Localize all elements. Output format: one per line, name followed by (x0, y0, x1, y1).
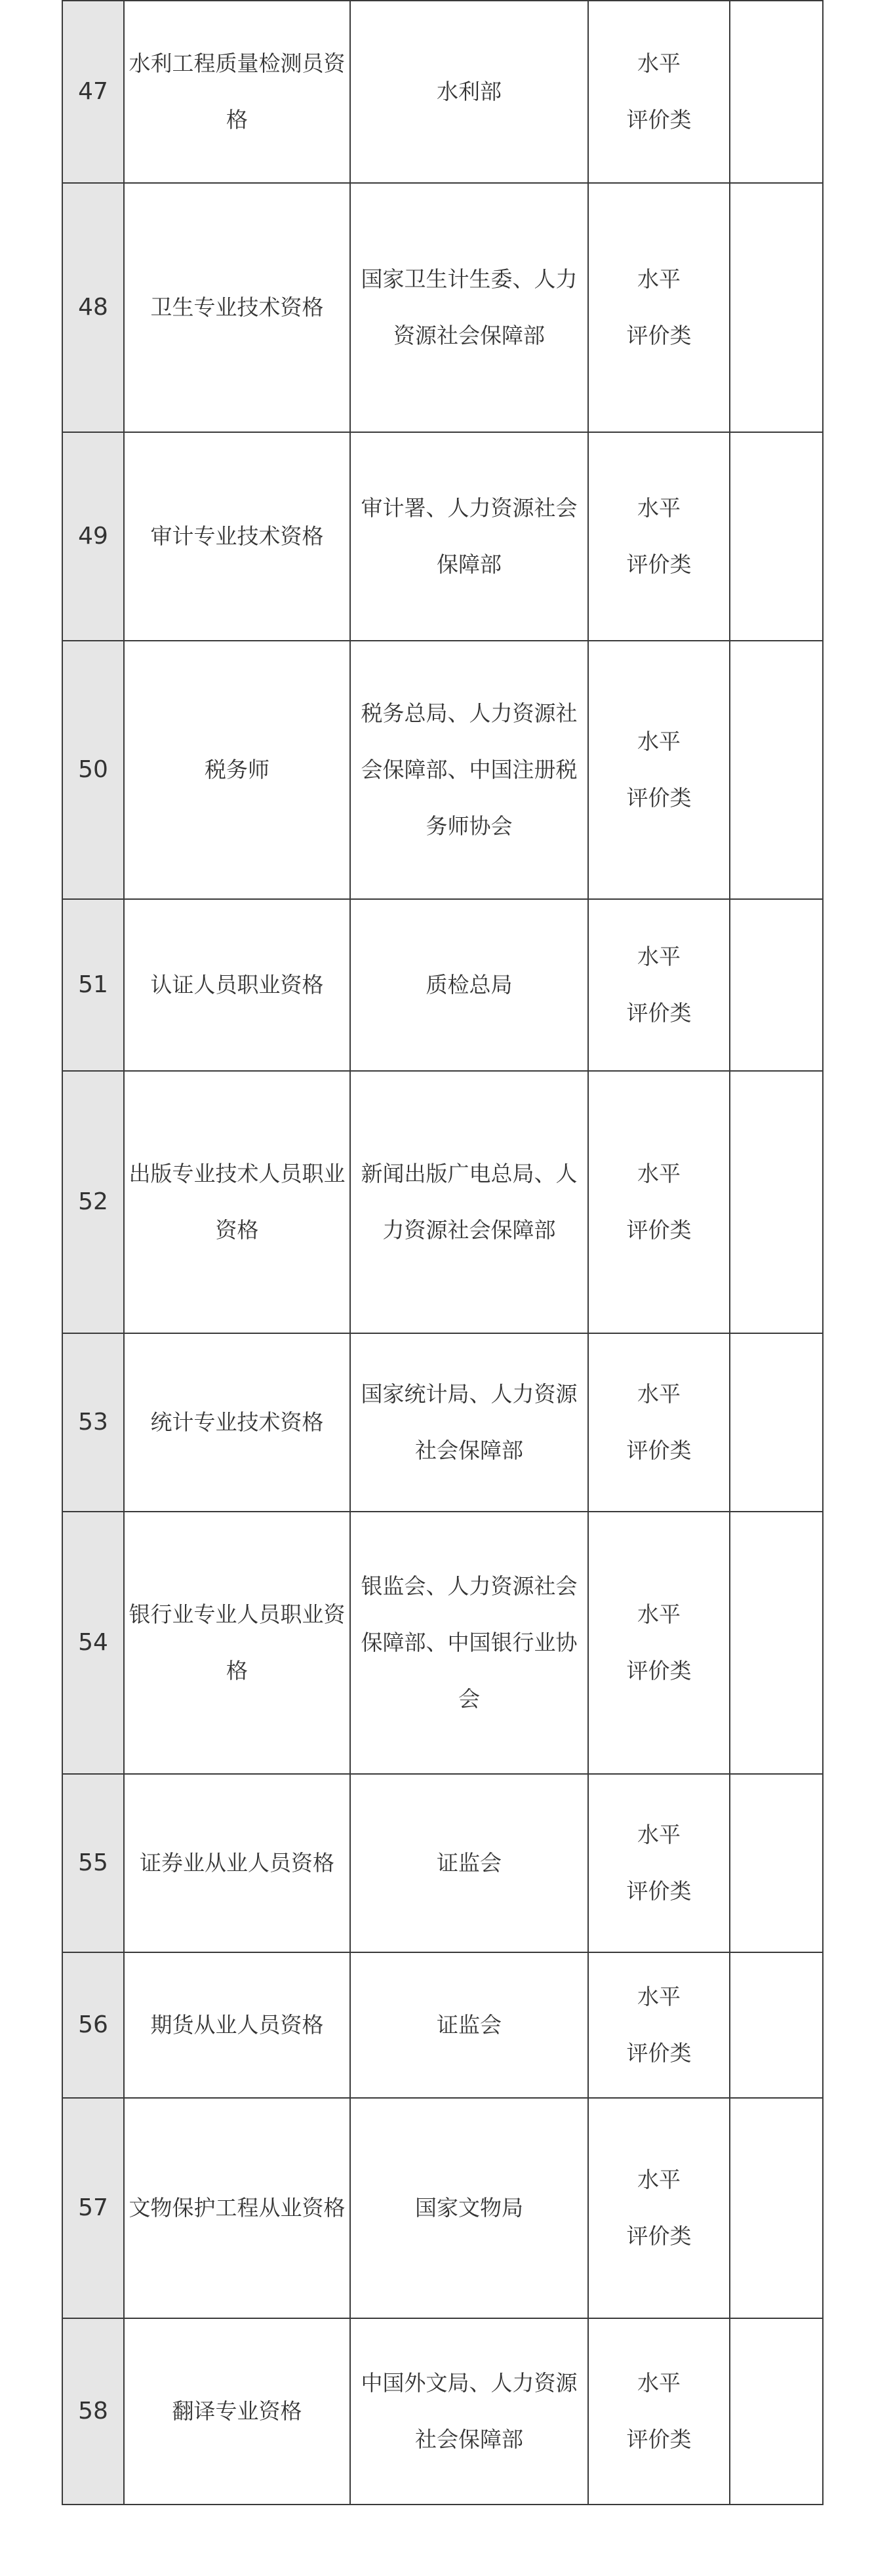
table-row (62, 432, 823, 641)
qualification-name: 翻译专业资格 (124, 2318, 350, 2505)
table-row (62, 1512, 823, 1774)
department: 银监会、人力资源社会保障部、中国银行业协会 (350, 1512, 588, 1774)
remark (730, 1952, 823, 2098)
category-line-2: 评价类 (626, 107, 692, 132)
row-number: 49 (62, 432, 124, 641)
category-line-2: 评价类 (626, 785, 692, 811)
category (588, 432, 730, 641)
category-line-2: 评价类 (626, 2426, 692, 2452)
department: 中国外文局、人力资源社会保障部 (350, 2318, 588, 2505)
category-line-1: 水平 (637, 50, 681, 76)
category (588, 899, 730, 1071)
remark (730, 899, 823, 1071)
remark (730, 1333, 823, 1512)
row-number: 47 (62, 1, 124, 183)
category-line-2: 评价类 (626, 323, 692, 348)
department: 税务总局、人力资源社会保障部、中国注册税务师协会 (350, 641, 588, 899)
qualification-name: 出版专业技术人员职业资格 (124, 1071, 350, 1333)
category-line-1: 水平 (637, 1984, 681, 2009)
table-body (62, 1, 823, 2505)
department: 证监会 (350, 1952, 588, 2098)
qualification-name: 证券业从业人员资格 (124, 1774, 350, 1952)
table-row (62, 2318, 823, 2505)
table-row (62, 183, 823, 432)
remark (730, 1774, 823, 1952)
table-row (62, 1333, 823, 1512)
department: 国家卫生计生委、人力资源社会保障部 (350, 183, 588, 432)
qualification-name: 期货从业人员资格 (124, 1952, 350, 2098)
qualification-table (62, 0, 824, 2505)
row-number: 55 (62, 1774, 124, 1952)
category (588, 1333, 730, 1512)
qualification-name: 银行业专业人员职业资格 (124, 1512, 350, 1774)
category-line-1: 水平 (637, 2370, 681, 2396)
category-line-2: 评价类 (626, 1217, 692, 1243)
row-number: 57 (62, 2098, 124, 2318)
category-line-2: 评价类 (626, 2040, 692, 2066)
qualification-name: 水利工程质量检测员资格 (124, 1, 350, 183)
qualification-name: 审计专业技术资格 (124, 432, 350, 641)
qualification-name: 文物保护工程从业资格 (124, 2098, 350, 2318)
category-line-2: 评价类 (626, 552, 692, 577)
category (588, 2098, 730, 2318)
department: 证监会 (350, 1774, 588, 1952)
department: 水利部 (350, 1, 588, 183)
qualification-name: 统计专业技术资格 (124, 1333, 350, 1512)
remark (730, 2098, 823, 2318)
row-number: 51 (62, 899, 124, 1071)
category (588, 2318, 730, 2505)
remark (730, 641, 823, 899)
table-row (62, 1, 823, 183)
category-line-1: 水平 (637, 729, 681, 754)
remark (730, 183, 823, 432)
category (588, 1071, 730, 1333)
category-line-2: 评价类 (626, 1438, 692, 1463)
row-number: 56 (62, 1952, 124, 2098)
department: 质检总局 (350, 899, 588, 1071)
category-line-1: 水平 (637, 944, 681, 969)
table-row (62, 641, 823, 899)
category-line-1: 水平 (637, 1161, 681, 1186)
remark (730, 1, 823, 183)
category (588, 641, 730, 899)
category (588, 1774, 730, 1952)
category-line-2: 评价类 (626, 2223, 692, 2249)
category-line-1: 水平 (637, 2167, 681, 2192)
department: 国家统计局、人力资源社会保障部 (350, 1333, 588, 1512)
category-line-1: 水平 (637, 266, 681, 292)
row-number: 58 (62, 2318, 124, 2505)
category-line-2: 评价类 (626, 1658, 692, 1683)
category (588, 1952, 730, 2098)
remark (730, 1512, 823, 1774)
category-line-1: 水平 (637, 495, 681, 521)
category-line-2: 评价类 (626, 1878, 692, 1904)
category-line-1: 水平 (637, 1601, 681, 1627)
category-line-2: 评价类 (626, 1000, 692, 1026)
category (588, 1, 730, 183)
qualification-name: 税务师 (124, 641, 350, 899)
qualification-name: 卫生专业技术资格 (124, 183, 350, 432)
row-number: 54 (62, 1512, 124, 1774)
table-row (62, 2098, 823, 2318)
remark (730, 2318, 823, 2505)
department: 审计署、人力资源社会保障部 (350, 432, 588, 641)
category-line-1: 水平 (637, 1381, 681, 1407)
row-number: 52 (62, 1071, 124, 1333)
remark (730, 432, 823, 641)
category (588, 183, 730, 432)
qualification-name: 认证人员职业资格 (124, 899, 350, 1071)
row-number: 50 (62, 641, 124, 899)
row-number: 53 (62, 1333, 124, 1512)
department: 新闻出版广电总局、人力资源社会保障部 (350, 1071, 588, 1333)
category-line-1: 水平 (637, 1822, 681, 1847)
row-number: 48 (62, 183, 124, 432)
table-row (62, 1952, 823, 2098)
remark (730, 1071, 823, 1333)
category (588, 1512, 730, 1774)
department: 国家文物局 (350, 2098, 588, 2318)
table-row (62, 1071, 823, 1333)
table-row (62, 1774, 823, 1952)
table-row (62, 899, 823, 1071)
